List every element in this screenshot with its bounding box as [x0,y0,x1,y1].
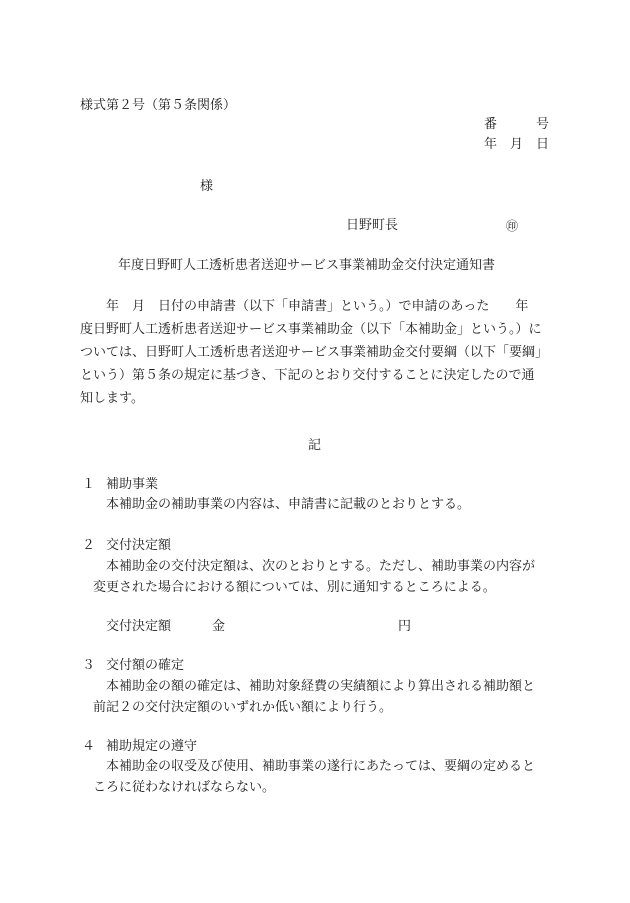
intro-line: 年 月 日付の申請書（以下「申請書」という。）で申請のあった 年 [80,299,529,314]
section-3-number: ３ [82,658,96,673]
section-2-body: 本補助金の交付決定額は、次のとおりとする。ただし、補助事業の内容が [106,559,536,574]
amount-yen: 円 [398,619,412,634]
section-1-heading: 補助事業 [106,477,159,492]
intro-line: という）第５条の規定に基づき、下記のとおり交付することに決定したので通 [80,368,535,383]
document-date: 年 月 日 [484,137,550,152]
intro-paragraph [80,295,550,410]
section-2-heading: 交付決定額 [106,538,172,553]
amount-label: 交付決定額 [106,619,172,634]
issuer-name: 日野町長 [346,218,399,233]
section-4-body: 本補助金の収受及び使用、補助事業の遂行にあたっては、要綱の定めると [106,759,536,774]
section-3-body: 前記２の交付決定額のいずれか低い額により行う。 [93,700,393,715]
section-4-heading: 補助規定の遵守 [106,739,198,754]
intro-line: 知します。 [80,391,144,406]
section-2-number: ２ [82,538,96,553]
document-title: 年度日野町人工透析患者送迎サービス事業補助金交付決定通知書 [118,258,496,273]
section-3-heading: 交付額の確定 [106,658,185,673]
intro-line: 度日野町人工透析患者送迎サービス事業補助金（以下「本補助金」という。）に [80,322,542,337]
seal-mark: ㊞ [506,219,519,233]
section-4-number: ４ [82,739,96,754]
ki-label: 記 [308,438,322,453]
section-2-body: 変更された場合における額については、別に通知するところによる。 [93,580,496,595]
form-label: 様式第２号（第５条関係） [80,98,237,113]
addressee-suffix: 様 [200,179,214,194]
section-1-body: 本補助金の補助事業の内容は、申請書に記載のとおりとする。 [106,497,471,512]
document-number: 番 号 [484,117,550,132]
amount-kin: 金 [212,619,226,634]
section-4-body: ころに従わなければならない。 [93,780,276,795]
section-1-number: １ [82,477,96,492]
section-3-body: 本補助金の額の確定は、補助対象経費の実績額により算出される補助額と [106,679,536,694]
intro-line: ついては、日野町人工透析患者送迎サービス事業補助金交付要綱（以下「要綱」 [80,345,549,360]
